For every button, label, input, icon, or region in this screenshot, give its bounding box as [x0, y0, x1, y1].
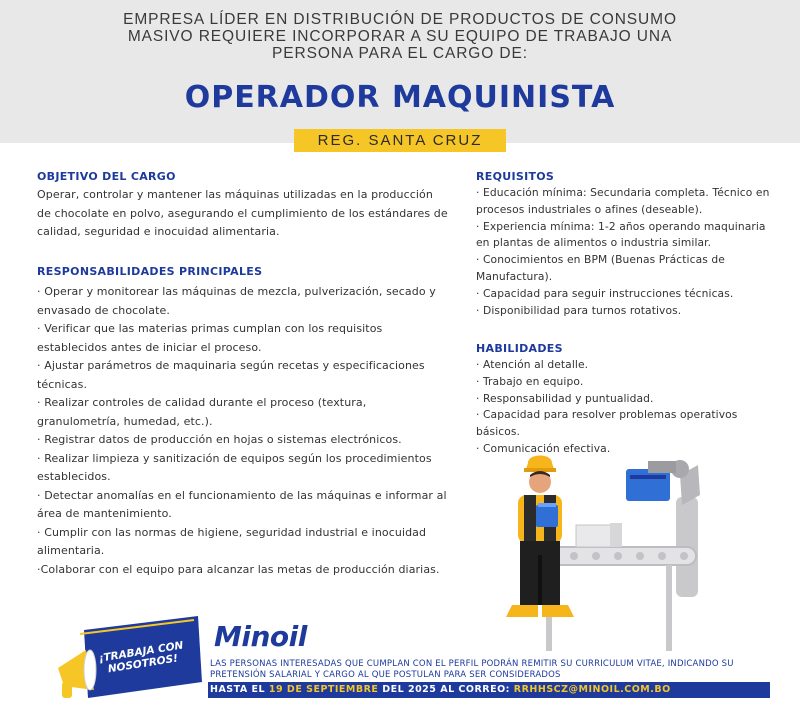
cta-text: ¡TRABAJA CON NOSOTROS!	[97, 639, 185, 676]
skills-list	[476, 357, 766, 458]
list-item: ·Colaborar con el equipo para alcanzar las metas de producción diarias.	[37, 562, 440, 576]
list-item: · Ajustar parámetros de maquinaria según recetas y especificaciones técnicas.	[37, 359, 425, 391]
list-item: · Disponibilidad para turnos rotativos.	[476, 303, 682, 317]
contact-email[interactable]: RRHHSCZ@MINOIL.COM.BO	[513, 684, 671, 695]
objective-text: Operar, controlar y mantener las máquinas utilizadas en la producción de chocolate en polvo, asegurando el cumplimiento de los estándares de calidad, seguridad e inocuidad alimentaria.	[37, 188, 448, 238]
job-title: OPERADOR MAQUINISTA	[184, 80, 616, 115]
objective-title: OBJETIVO DEL CARGO	[37, 170, 176, 183]
minoil-logo: Minoil	[214, 620, 307, 653]
deadline-date: 19 DE SEPTIEMBRE	[268, 684, 379, 695]
list-item: · Realizar limpieza y sanitización de equipos según los procedimientos establecidos.	[37, 451, 432, 483]
requirements-list	[476, 185, 782, 319]
list-item: · Experiencia mínima: 1-2 años operando maquinaria en plantas de alimentos o industria similar.	[476, 219, 766, 250]
intro-text: EMPRESA LÍDER EN DISTRIBUCIÓN DE PRODUCTOS DE CONSUMO MASIVO REQUIERE INCORPORAR A SU EQUIPO DE TRABAJO UNA PERSONA PARA EL CARGO DE:	[123, 11, 677, 62]
application-note: LAS PERSONAS INTERESADAS QUE CUMPLAN CON EL PERFIL PODRÁN REMITIR SU CURRICULUM VITAE, INDICANDO SU PRETENSIÓN SALARIAL Y CARGO AL QUE POSTULAN PARA SER CONSIDERADOS	[210, 659, 734, 680]
skills-title: HABILIDADES	[476, 342, 563, 355]
list-item: · Verificar que las materias primas cumplan con los requisitos establecidos antes de iniciar el proceso.	[37, 322, 383, 354]
list-item: · Trabajo en equipo.	[476, 374, 584, 388]
list-item: · Responsabilidad y puntualidad.	[476, 391, 654, 405]
list-item: · Comunicación efectiva.	[476, 441, 611, 455]
header-band	[0, 0, 800, 143]
list-item: · Educación mínima: Secundaria completa. Técnico en procesos industriales o afines (deseable).	[476, 186, 770, 216]
list-item: · Operar y monitorear las máquinas de mezcla, pulverización, secado y envasado de chocolate.	[37, 285, 436, 317]
deadline-bar	[208, 682, 770, 698]
list-item: · Realizar controles de calidad durante el proceso (textura, granulometría, humedad, etc.).	[37, 396, 367, 428]
worker-machine-illustration	[480, 455, 710, 655]
region-badge: REG. SANTA CRUZ	[294, 129, 506, 152]
list-item: · Capacidad para seguir instrucciones técnicas.	[476, 286, 734, 300]
list-item: · Atención al detalle.	[476, 358, 589, 371]
deadline-middle: DEL 2025 AL CORREO:	[378, 684, 514, 695]
list-item: · Detectar anomalías en el funcionamiento de las máquinas e informar al área de mantenimiento.	[37, 488, 447, 520]
list-item: · Conocimientos en BPM (Buenas Prácticas de Manufactura).	[476, 253, 725, 283]
responsibilities-title: RESPONSABILIDADES PRINCIPALES	[37, 265, 263, 278]
requirements-title: REQUISITOS	[476, 170, 555, 183]
list-item: · Cumplir con las normas de higiene, seguridad industrial e inocuidad alimentaria.	[37, 525, 427, 557]
list-item: · Registrar datos de producción en hojas o sistemas electrónicos.	[37, 433, 402, 446]
worker-icon	[506, 456, 574, 618]
robot-arm-icon	[626, 460, 700, 597]
list-item: · Capacidad para resolver problemas operativos básicos.	[476, 408, 738, 439]
deadline-prefix: HASTA EL	[210, 684, 269, 695]
responsibilities-list	[37, 283, 451, 579]
